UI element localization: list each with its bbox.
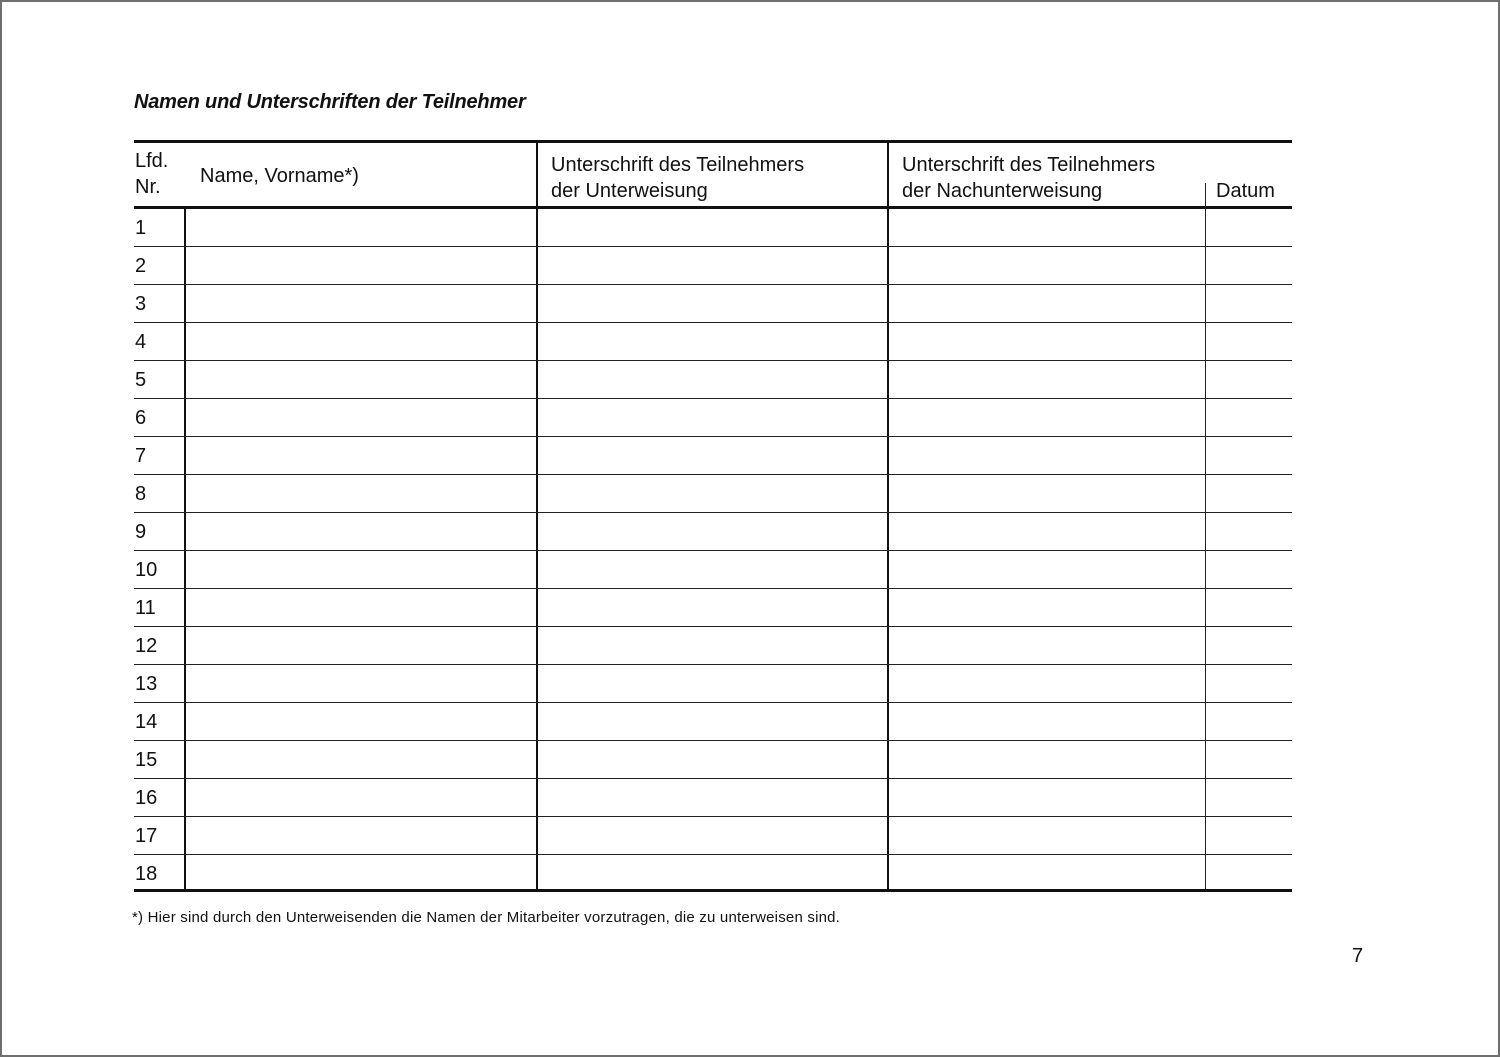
header-date: Datum [1216, 180, 1275, 202]
header-signature-instruction [551, 152, 804, 204]
row-number: 14 [135, 711, 158, 733]
header-sig1-line1: Unterschrift des Teilnehmers [551, 154, 805, 176]
row-divider [134, 854, 1292, 855]
row-divider [134, 322, 1292, 323]
header-sig2-line1: Unterschrift des Teilnehmers [902, 154, 1156, 176]
row-number: 15 [135, 749, 158, 771]
row-number: 13 [135, 673, 158, 695]
row-number: 16 [135, 787, 158, 809]
row-number: 18 [135, 863, 158, 885]
row-divider [134, 550, 1292, 551]
table-top-rule [134, 140, 1292, 143]
row-divider [134, 740, 1292, 741]
page-title: Namen und Unterschriften der Teilnehmer [134, 91, 526, 113]
header-nr [135, 148, 168, 200]
row-divider [134, 816, 1292, 817]
column-divider-date [1205, 183, 1206, 890]
row-divider [134, 512, 1292, 513]
row-number: 4 [135, 331, 147, 353]
header-signature-reinstruction [902, 152, 1155, 204]
row-divider [134, 284, 1292, 285]
row-number: 12 [135, 635, 158, 657]
row-number: 10 [135, 559, 158, 581]
row-divider [134, 398, 1292, 399]
header-sig2-line2: der Nachunterweisung [902, 180, 1103, 202]
row-number: 17 [135, 825, 158, 847]
header-nr-line1: Lfd. [135, 150, 169, 172]
row-divider [134, 664, 1292, 665]
table-header-rule [134, 206, 1292, 209]
row-divider [134, 778, 1292, 779]
row-divider [134, 626, 1292, 627]
row-number: 6 [135, 407, 147, 429]
row-divider [134, 436, 1292, 437]
table-bottom-rule [134, 889, 1292, 892]
row-number: 11 [135, 597, 156, 619]
row-divider [134, 246, 1292, 247]
row-divider [134, 360, 1292, 361]
footnote: *) Hier sind durch den Unterweisenden die Namen der Mitarbeiter vorzutragen, die zu unterweisen sind. [132, 909, 841, 926]
row-number: 7 [135, 445, 147, 467]
header-name: Name, Vorname*) [200, 165, 359, 187]
page-number: 7 [1352, 945, 1364, 967]
row-number: 8 [135, 483, 147, 505]
row-divider [134, 588, 1292, 589]
row-number: 2 [135, 255, 147, 277]
row-divider [134, 702, 1292, 703]
row-number: 5 [135, 369, 147, 391]
row-divider [134, 474, 1292, 475]
header-nr-line2: Nr. [135, 176, 161, 198]
row-number: 1 [135, 217, 147, 239]
header-sig1-line2: der Unterweisung [551, 180, 708, 202]
row-number: 3 [135, 293, 147, 315]
row-number: 9 [135, 521, 147, 543]
